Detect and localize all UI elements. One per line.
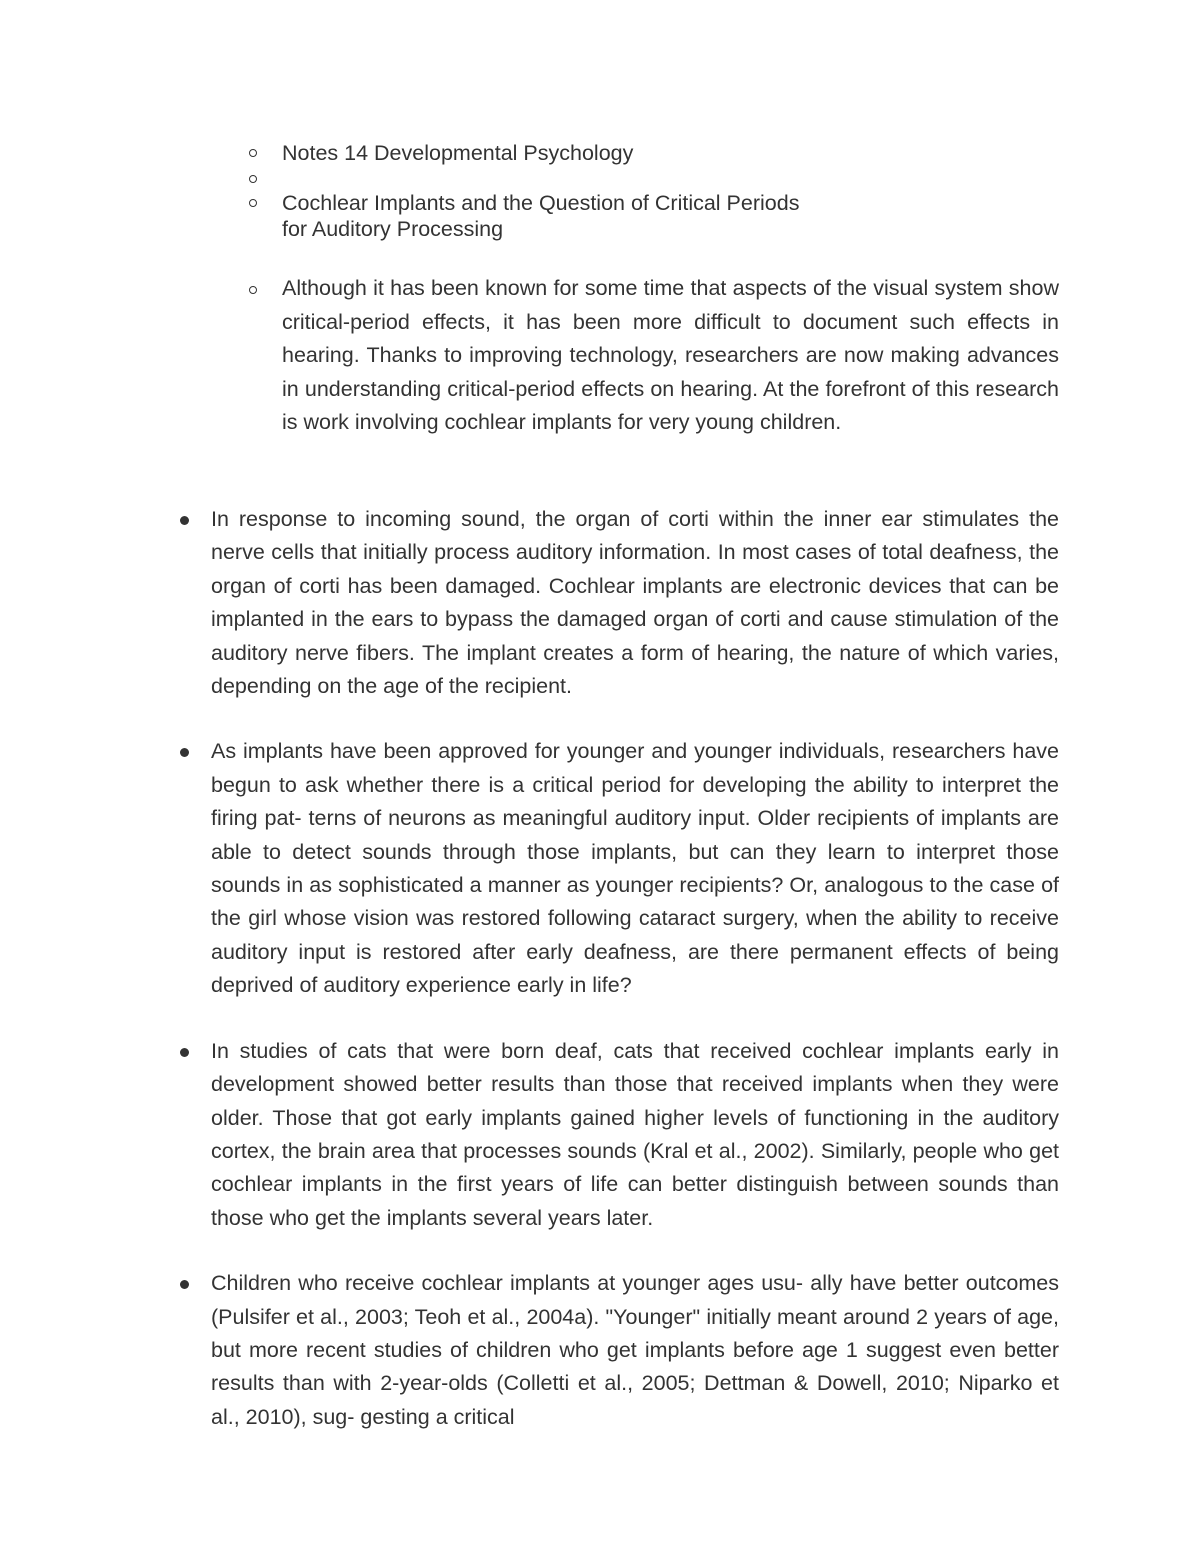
section-title-line2: for Auditory Processing xyxy=(282,217,504,241)
list-item xyxy=(176,1267,1059,1433)
bullet-paragraph: Children who receive cochlear implants at younger ages usu- ally have better outcomes (Pulsifer et al., 2003; Teoh et al., 2004a). "Younger" initially meant around 2 years of age, but more recent studies of children who get implants before age 1 suggest even better results than with 2-year-olds (Colletti et al., 2005; Dettman & Dowell, 2010; Niparko et al., 2010), sug- gesting a critical xyxy=(211,1271,1059,1429)
list-item-intro xyxy=(247,272,1059,440)
filled-bullet-icon xyxy=(180,748,189,757)
hollow-bullet-icon xyxy=(249,149,257,157)
intro-paragraph: Although it has been known for some time that aspects of the visual system show critical-period effects, it has been more difficult to document such effects in hearing. Thanks to improving technology, researchers are now making advances in understanding critical-period effects on hearing. At the forefront of this research is work involving cochlear implants for very young children. xyxy=(282,276,1059,434)
filled-bullet-icon xyxy=(180,1048,189,1057)
list-item-empty xyxy=(247,166,1059,188)
hollow-bullet-icon xyxy=(249,175,257,183)
list-item xyxy=(176,735,1059,1002)
list-item xyxy=(176,503,1059,703)
sub-bullet-list xyxy=(247,140,1059,440)
list-item-heading xyxy=(247,140,1059,166)
filled-bullet-icon xyxy=(180,516,189,525)
section-title-line1: Cochlear Implants and the Question of Critical Periods xyxy=(282,191,800,215)
bullet-paragraph: In response to incoming sound, the organ of corti within the inner ear stimulates the nerve cells that initially process auditory information. In most cases of total deafness, the organ of corti has been damaged. Cochlear implants are electronic devices that can be implanted in the ears to bypass the damaged organ of corti and cause stimulation of the auditory nerve fibers. The implant creates a form of hearing, the nature of which varies, depending on the age of the recipient. xyxy=(211,507,1059,699)
bullet-paragraph: As implants have been approved for younger and younger individuals, researchers have begun to ask whether there is a critical period for developing the ability to interpret the firing pat- terns of neurons as meaningful auditory input. Older recipients of implants are able to detect sounds through those implants, but can they learn to interpret those sounds in as sophisticated a manner as younger recipients? Or, analogous to the case of the girl whose vision was restored following cataract surgery, when the ability to receive auditory input is restored after early deafness, are there permanent effects of being deprived of auditory experience early in life? xyxy=(211,739,1059,998)
main-bullet-list xyxy=(176,503,1059,1465)
list-item xyxy=(176,1035,1059,1235)
notes-heading: Notes 14 Developmental Psychology xyxy=(282,141,634,165)
hollow-bullet-icon xyxy=(249,199,257,207)
hollow-bullet-icon xyxy=(249,286,257,294)
list-item-title xyxy=(247,190,1059,242)
bullet-paragraph: In studies of cats that were born deaf, cats that received cochlear implants early in development showed better results than those that received implants when they were older. Those that got early implants gained higher levels of functioning in the auditory cortex, the brain area that processes sounds (Kral et al., 2002). Similarly, people who get cochlear implants in the first years of life can better distinguish between sounds than those who get the implants several years later. xyxy=(211,1038,1059,1230)
filled-bullet-icon xyxy=(180,1280,189,1289)
